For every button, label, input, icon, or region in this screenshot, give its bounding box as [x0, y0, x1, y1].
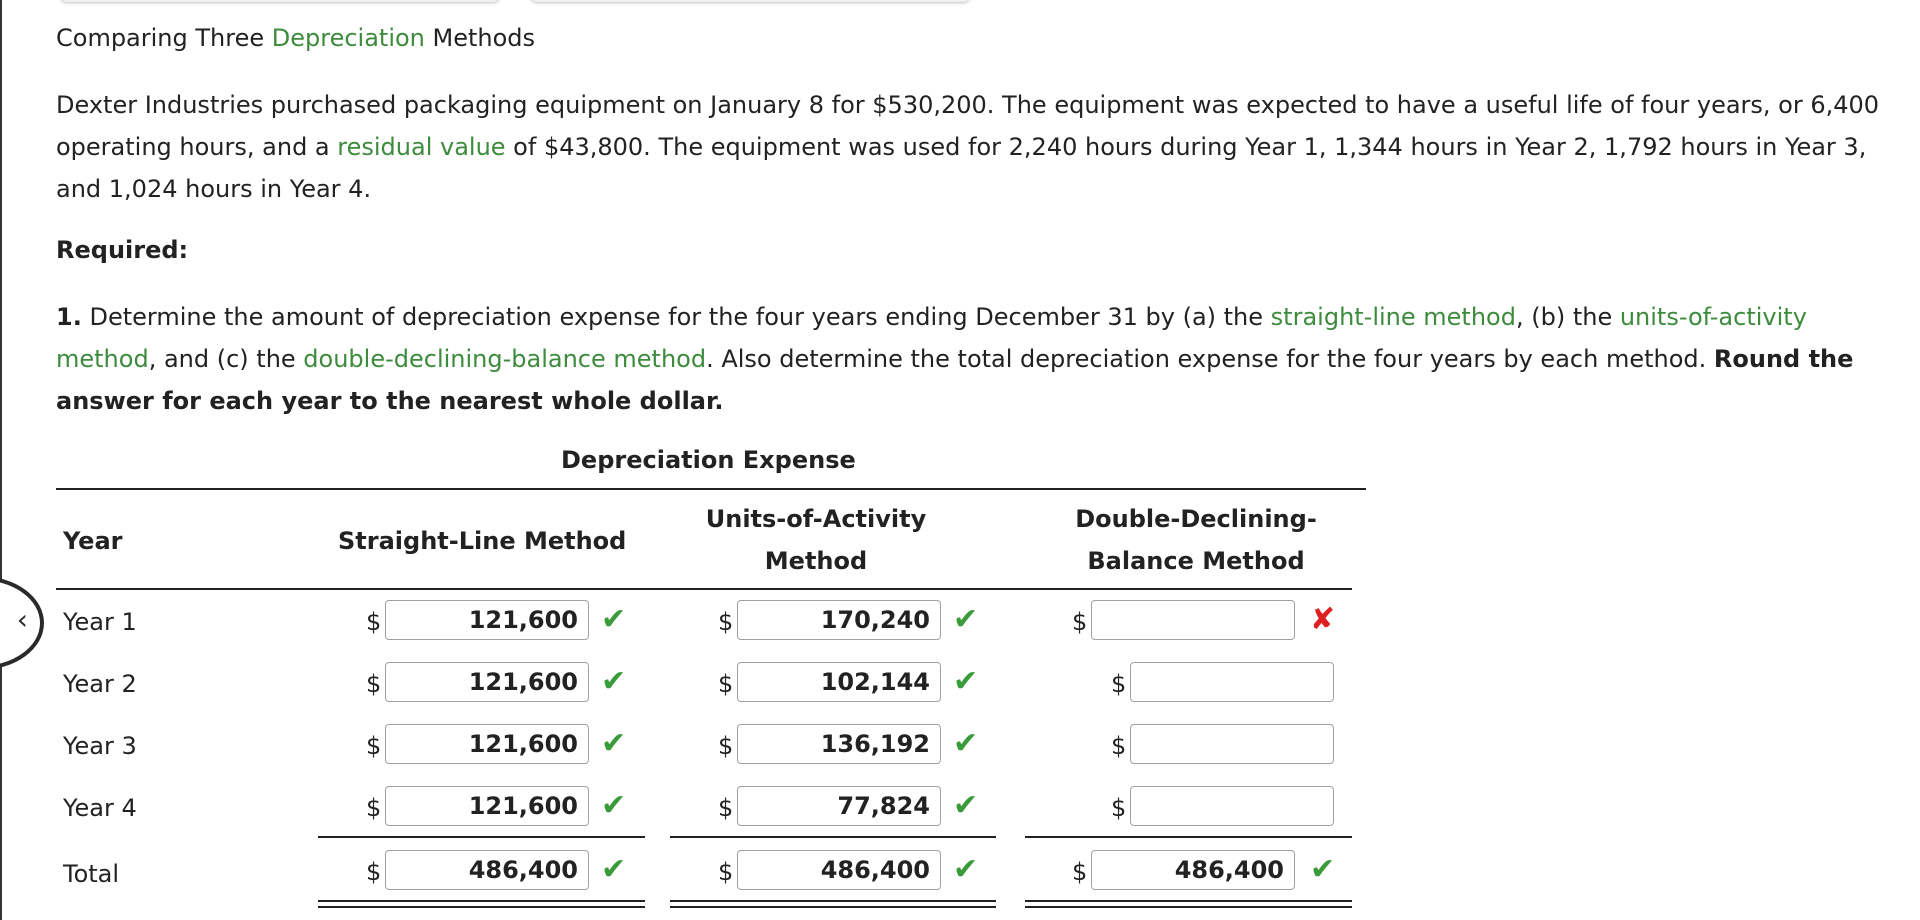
sl-year-4-input[interactable]	[385, 786, 589, 826]
sl-year-3-input[interactable]	[385, 724, 589, 764]
ddb-double-rule-top	[1025, 900, 1352, 902]
row-label-total: Total	[63, 860, 120, 888]
sl-total-input[interactable]	[385, 850, 589, 890]
header-bottom-rule	[56, 588, 1352, 590]
sl-double-rule-top	[318, 900, 645, 902]
header-year: Year	[63, 527, 123, 555]
previous-nav-button[interactable]	[0, 576, 44, 670]
ddb-year-4-input[interactable]	[1130, 786, 1334, 826]
sl-double-rule-bottom	[318, 906, 645, 908]
row-label-year-4: Year 4	[63, 794, 137, 822]
currency-symbol: $	[718, 794, 734, 822]
row-label-year-3: Year 3	[63, 732, 137, 760]
ua-year-2-input[interactable]	[737, 662, 941, 702]
top-tab-right[interactable]	[530, 0, 970, 2]
chevron-left-icon: ‹	[16, 603, 28, 636]
double-declining-link[interactable]: double-declining-balance method	[303, 345, 707, 373]
ua-double-rule-bottom	[670, 906, 996, 908]
straight-line-link[interactable]: straight-line method	[1270, 303, 1516, 331]
currency-symbol: $	[366, 608, 382, 636]
header-straight-line: Straight-Line Method	[338, 527, 627, 555]
correct-check-icon: ✔	[1310, 852, 1336, 887]
currency-symbol: $	[1072, 858, 1088, 886]
ddb-year-2-input[interactable]	[1130, 662, 1334, 702]
problem-statement: Dexter Industries purchased packaging equipment on January 8 for $530,200. The equipment was expected to have a useful life of four years, or 6,400 operating hours, and a residual value of $43,800. The equipment was used for 2,240 hours during Year 1, 1,344 hours in Year 2, 1,792 hours in Year 3, and 1,024 hours in Year 4.	[56, 91, 1880, 203]
correct-check-icon: ✔	[601, 726, 627, 761]
currency-symbol: $	[718, 732, 734, 760]
currency-symbol: $	[1111, 732, 1127, 760]
units-of-activity-link[interactable]: units-of-activity method	[56, 303, 1807, 373]
sl-subtotal-rule	[318, 836, 645, 838]
sl-year-1-input[interactable]	[385, 600, 589, 640]
currency-symbol: $	[366, 858, 382, 886]
ddb-year-3-input[interactable]	[1130, 724, 1334, 764]
depreciation-link[interactable]: Depreciation	[271, 24, 425, 52]
incorrect-x-icon: ✘	[1310, 602, 1336, 637]
correct-check-icon: ✔	[601, 664, 627, 699]
ua-total-input[interactable]	[737, 850, 941, 890]
table-title: Depreciation Expense	[561, 446, 856, 474]
currency-symbol: $	[718, 670, 734, 698]
correct-check-icon: ✔	[953, 726, 979, 761]
correct-check-icon: ✔	[953, 602, 979, 637]
header-units-of-activity: Units-of-Activity Method	[705, 505, 927, 575]
correct-check-icon: ✔	[953, 664, 979, 699]
header-top-rule	[56, 488, 1366, 490]
left-border	[0, 0, 2, 920]
ua-year-1-input[interactable]	[737, 600, 941, 640]
instruction-text: 1. Determine the amount of depreciation expense for the four years ending December 31 by (a) the straight-line method, (b) the units-of-activity method, and (c) the double-declining-balance method. Also determine the total depreciation expense for the four years by each method. Round the answer for each year to the nearest whole dollar.	[56, 303, 1854, 415]
residual-value-link[interactable]: residual value	[337, 133, 506, 161]
ddb-subtotal-rule	[1025, 836, 1352, 838]
ua-double-rule-top	[670, 900, 996, 902]
sl-year-2-input[interactable]	[385, 662, 589, 702]
currency-symbol: $	[1072, 608, 1088, 636]
currency-symbol: $	[366, 732, 382, 760]
page-title: Comparing Three Depreciation Methods	[56, 24, 536, 52]
correct-check-icon: ✔	[953, 788, 979, 823]
currency-symbol: $	[718, 858, 734, 886]
correct-check-icon: ✔	[601, 602, 627, 637]
correct-check-icon: ✔	[601, 852, 627, 887]
ua-year-4-input[interactable]	[737, 786, 941, 826]
ddb-double-rule-bottom	[1025, 906, 1352, 908]
currency-symbol: $	[1111, 670, 1127, 698]
ddb-total-input[interactable]	[1091, 850, 1295, 890]
correct-check-icon: ✔	[953, 852, 979, 887]
ua-year-3-input[interactable]	[737, 724, 941, 764]
correct-check-icon: ✔	[601, 788, 627, 823]
header-double-declining: Double-Declining- Balance Method	[1075, 505, 1317, 575]
currency-symbol: $	[366, 794, 382, 822]
ua-subtotal-rule	[670, 836, 996, 838]
currency-symbol: $	[718, 608, 734, 636]
currency-symbol: $	[366, 670, 382, 698]
row-label-year-1: Year 1	[63, 608, 137, 636]
row-label-year-2: Year 2	[63, 670, 137, 698]
required-heading: Required:	[56, 236, 189, 264]
currency-symbol: $	[1111, 794, 1127, 822]
ddb-year-1-input[interactable]	[1091, 600, 1295, 640]
top-tab-left[interactable]	[60, 0, 500, 2]
